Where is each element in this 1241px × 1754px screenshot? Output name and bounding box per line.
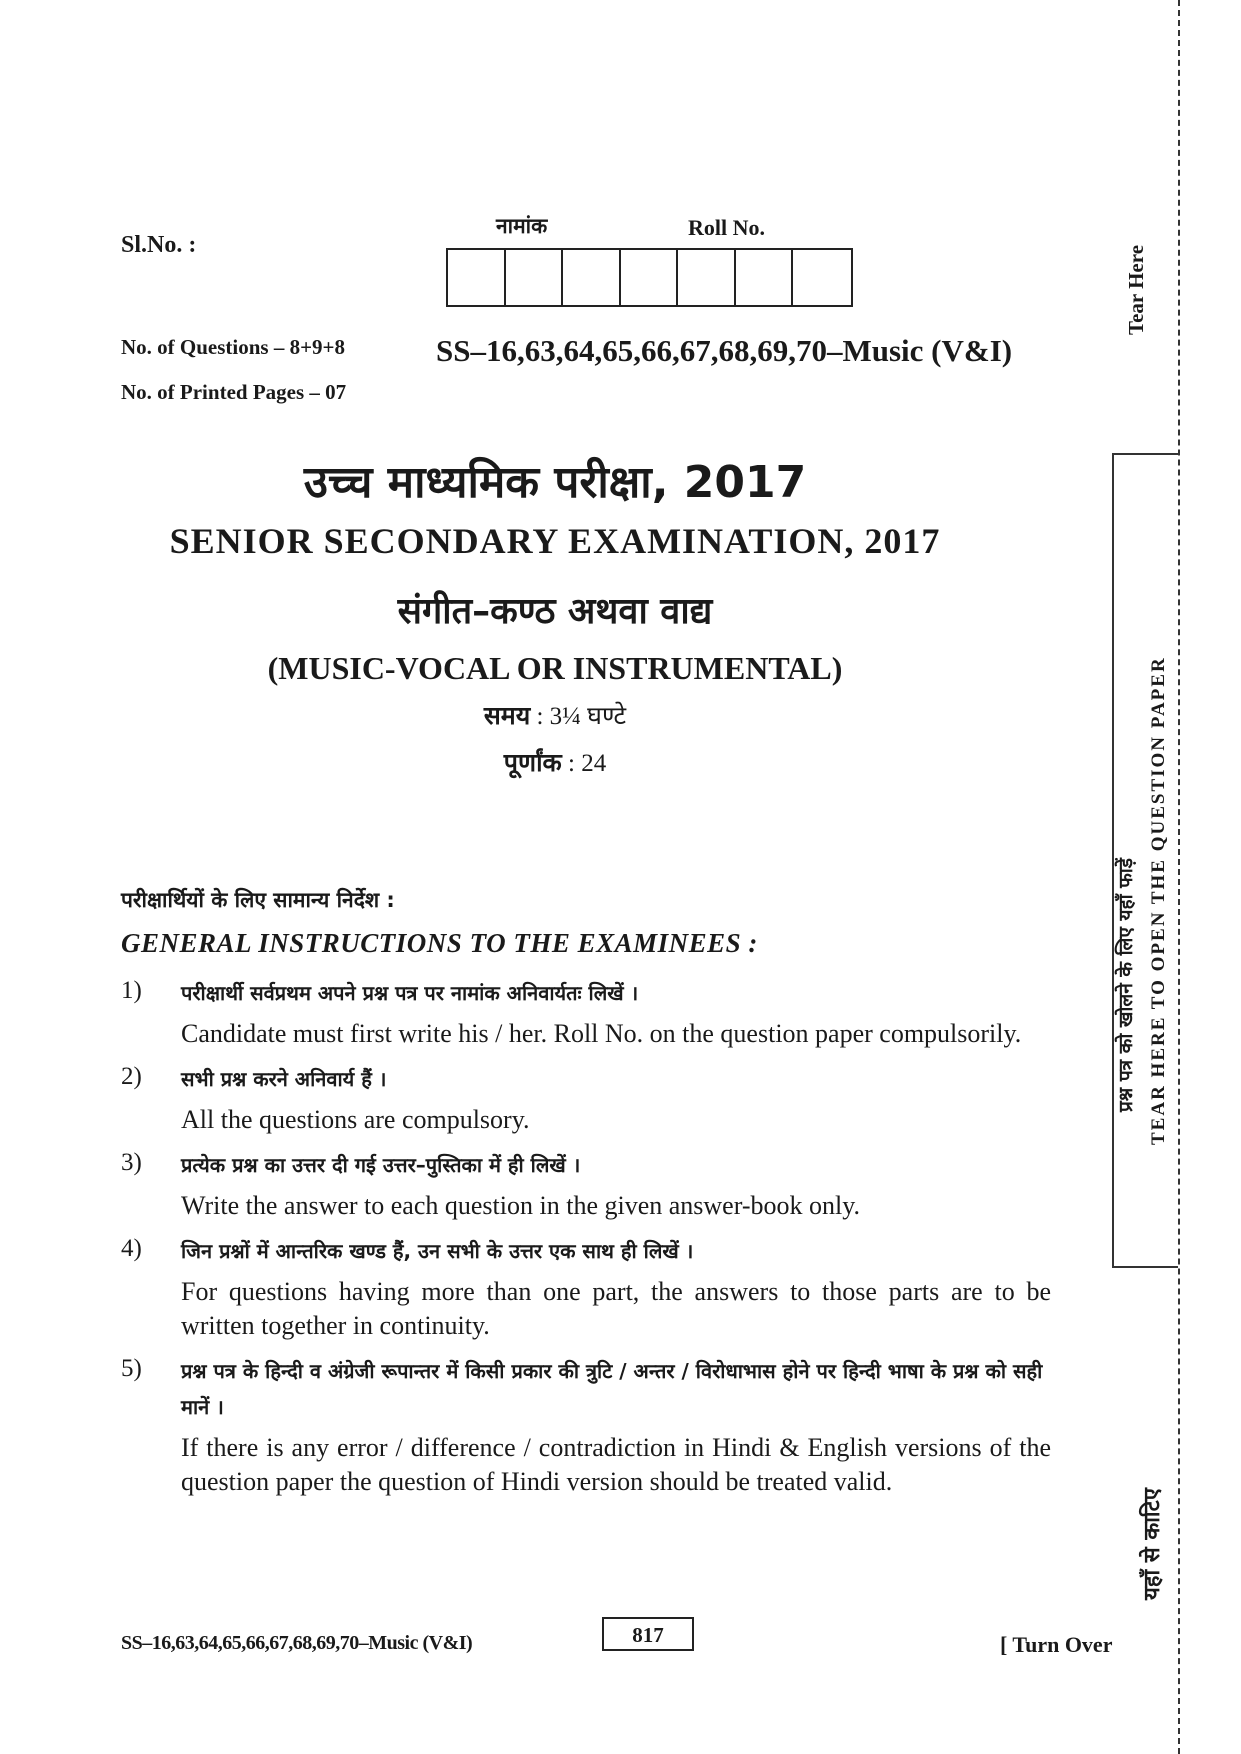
instruction-number: 1) <box>121 977 142 1004</box>
number-of-questions: No. of Questions – 8+9+8 <box>121 335 346 359</box>
instruction-hindi: जिन प्रश्नों में आन्तरिक खण्ड हैं, उन सभी के उत्तर एक साथ ही लिखें । <box>181 1239 694 1263</box>
exam-title-hindi: उच्च माध्यमिक परीक्षा, 2017 <box>303 457 807 508</box>
serial-number-label: Sl.No. : <box>121 232 197 258</box>
instruction-item <box>121 1353 1051 1499</box>
subject-hindi: संगीत–कण्ठ अथवा वाद्य <box>397 591 713 632</box>
instruction-english: If there is any error / difference / contradiction in Hindi & English versions of the question paper the question of Hindi version should be treated valid. <box>181 1433 1051 1496</box>
instructions-heading-hindi: परीक्षार्थियों के लिए सामान्य निर्देश : <box>121 888 395 912</box>
instruction-hindi: प्रश्न पत्र के हिन्दी व अंग्रेजी रूपान्तर में किसी प्रकार की त्रुटि / अन्तर / विरोधाभास होने पर हिन्दी भाषा के प्रश्न को सही मानें । <box>181 1359 1043 1419</box>
instruction-item <box>121 1233 1051 1343</box>
paper-code: SS–16,63,64,65,66,67,68,69,70–Music (V&I) <box>436 333 1013 368</box>
tear-open-hindi: प्रश्न पत्र को खोलने के लिए यहाँ फाड़ें <box>1115 858 1137 1112</box>
roll-number-cell[interactable] <box>736 250 794 305</box>
time-label: समय <box>483 701 531 730</box>
cut-here-hindi: यहाँ से काटिए <box>1140 1488 1165 1600</box>
turn-over-label: [ Turn Over <box>1000 1632 1113 1657</box>
instruction-number: 5) <box>121 1355 142 1382</box>
roll-number-cell[interactable] <box>621 250 679 305</box>
marks-label: पूर्णांक <box>503 748 562 777</box>
instructions-list <box>121 975 1051 1509</box>
exam-title-english: SENIOR SECONDARY EXAMINATION, 2017 <box>169 521 941 561</box>
instruction-hindi: सभी प्रश्न करने अनिवार्य हैं । <box>181 1067 387 1091</box>
instruction-number: 3) <box>121 1149 142 1176</box>
instruction-hindi: परीक्षार्थी सर्वप्रथम अपने प्रश्न पत्र पर नामांक अनिवार्यतः लिखें । <box>181 981 639 1005</box>
time-value: : 3¼ घण्टे <box>536 703 627 730</box>
roll-number-cell[interactable] <box>793 250 851 305</box>
tear-line <box>1178 0 1180 1754</box>
page-number-box: 817 <box>602 1617 694 1651</box>
roll-number-boxes[interactable] <box>446 248 853 307</box>
instruction-english: Candidate must first write his / her. Roll No. on the question paper compulsorily. <box>181 1019 1022 1048</box>
roll-number-cell[interactable] <box>678 250 736 305</box>
roll-number-cell[interactable] <box>506 250 564 305</box>
footer-paper-code: SS–16,63,64,65,66,67,68,69,70–Music (V&I) <box>121 1632 473 1654</box>
instructions-heading-english: GENERAL INSTRUCTIONS TO THE EXAMINEES : <box>121 928 758 958</box>
instruction-item <box>121 1061 1051 1137</box>
instruction-english: For questions having more than one part, the answers to those parts are to be written together in continuity. <box>181 1277 1051 1340</box>
number-of-pages: No. of Printed Pages – 07 <box>121 380 347 404</box>
roll-number-cell[interactable] <box>563 250 621 305</box>
roll-number-cell[interactable] <box>448 250 506 305</box>
instruction-item <box>121 975 1051 1051</box>
tear-open-english: TEAR HERE TO OPEN THE QUESTION PAPER <box>1148 656 1169 1145</box>
instruction-item <box>121 1147 1051 1223</box>
instruction-english: Write the answer to each question in the given answer-book only. <box>181 1191 861 1220</box>
instruction-number: 4) <box>121 1235 142 1262</box>
subject-english: (MUSIC-VOCAL OR INSTRUMENTAL) <box>267 650 843 686</box>
instruction-english: All the questions are compulsory. <box>181 1105 530 1134</box>
marks-value: : 24 <box>568 750 607 777</box>
instruction-hindi: प्रत्येक प्रश्न का उत्तर दी गई उत्तर–पुस्तिका में ही लिखें । <box>181 1153 581 1177</box>
exam-time <box>0 698 1110 732</box>
max-marks <box>0 745 1110 779</box>
roll-label-english: Roll No. <box>688 215 765 240</box>
tear-here-label: Tear Here <box>1124 244 1148 335</box>
instruction-number: 2) <box>121 1063 142 1090</box>
roll-label-hindi: नामांक <box>496 214 548 238</box>
